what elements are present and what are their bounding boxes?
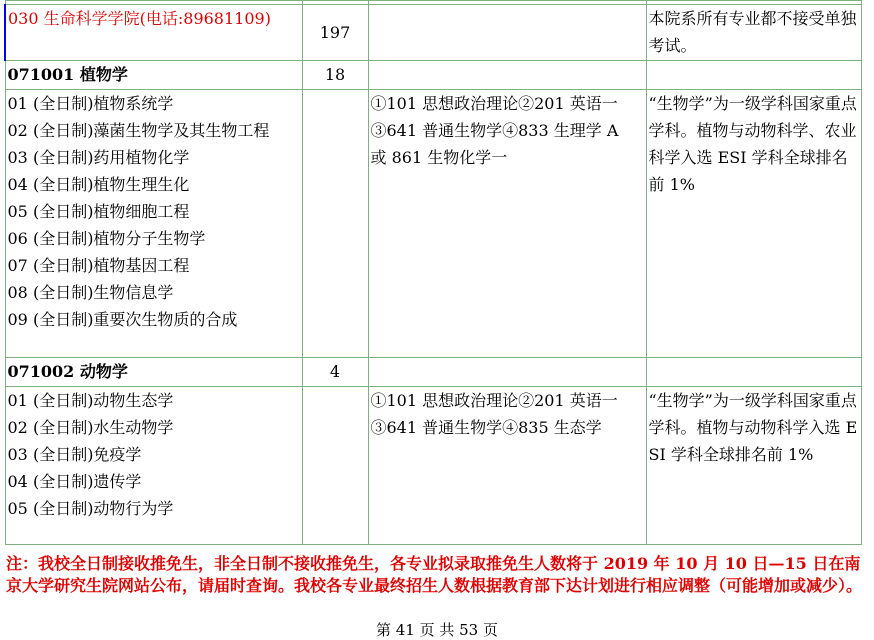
department-note: 本院系所有专业都不接受单独考试。 — [648, 9, 857, 55]
department-exam-cell — [368, 5, 646, 61]
direction-item: 04 (全日制)遗传学 — [7, 472, 142, 491]
major-name-cell — [5, 358, 302, 387]
major-empty-cell — [368, 61, 646, 90]
exam-subjects-cell — [368, 387, 646, 545]
catalog-table — [4, 0, 862, 545]
exam-subjects-line: ①101 思想政治理论②201 英语一 — [370, 391, 618, 410]
admission-footnote: 注：我校全日制接收推免生，非全日制不接收推免生，各专业拟录取推免生人数将于 2019 年 10 月 10 日—15 日在南京大学研究生院网站公布，请届时查询。我校各专业最终招生人数根据教育部下达计划进行相应调整（可能增加或减少）。 — [6, 554, 863, 595]
major-empty-cell — [368, 358, 646, 387]
major-detail-row — [5, 387, 861, 545]
major-quota-cell — [302, 61, 368, 90]
department-name-cell — [5, 5, 302, 61]
major-detail-row — [5, 90, 861, 358]
direction-item: 03 (全日制)免疫学 — [7, 445, 142, 464]
direction-quota-cell — [302, 90, 368, 358]
major-header-row — [5, 61, 861, 90]
major-header-row — [5, 358, 861, 387]
department-name: 030 生命科学学院(电话:89681109) — [8, 9, 271, 28]
major-quota: 4 — [329, 362, 341, 381]
direction-item: 08 (全日制)生物信息学 — [7, 283, 174, 302]
direction-item: 02 (全日制)水生动物学 — [7, 418, 174, 437]
page-number-footer: 第 41 页 共 53 页 — [375, 621, 498, 639]
remark-cell — [646, 387, 861, 545]
major-name-cell — [5, 61, 302, 90]
direction-list-cell — [5, 387, 302, 545]
direction-quota-cell — [302, 387, 368, 545]
major-code-name: 071001 植物学 — [7, 65, 128, 84]
exam-subjects-line: 或 861 生物化学一 — [370, 148, 508, 167]
major-remark: “生物学”为一级学科国家重点学科。植物与动物科学、农业科学入选 ESI 学科全球排名前 1% — [648, 94, 857, 194]
department-quota: 197 — [319, 23, 351, 42]
remark-cell — [646, 90, 861, 358]
direction-item: 09 (全日制)重要次生物质的合成 — [7, 310, 238, 329]
exam-subjects-line: ③641 普通生物学④833 生理学 A — [370, 121, 619, 140]
direction-item: 05 (全日制)动物行为学 — [7, 499, 174, 518]
direction-item: 02 (全日制)藻菌生物学及其生物工程 — [7, 121, 270, 140]
major-remark: “生物学”为一级学科国家重点学科。植物与动物科学入选 ESI 学科全球排名前 1% — [648, 391, 858, 464]
direction-item: 05 (全日制)植物细胞工程 — [7, 202, 190, 221]
exam-subjects-line: ①101 思想政治理论②201 英语一 — [370, 94, 618, 113]
direction-list-cell — [5, 90, 302, 358]
department-row — [5, 5, 861, 61]
department-quota-cell — [302, 5, 368, 61]
department-note-cell — [646, 5, 861, 61]
exam-subjects-line: ③641 普通生物学④835 生态学 — [370, 418, 602, 437]
direction-item: 06 (全日制)植物分子生物学 — [7, 229, 206, 248]
direction-item: 01 (全日制)植物系统学 — [7, 94, 174, 113]
major-empty-cell — [646, 358, 861, 387]
direction-item: 07 (全日制)植物基因工程 — [7, 256, 190, 275]
direction-item: 01 (全日制)动物生态学 — [7, 391, 174, 410]
major-code-name: 071002 动物学 — [7, 362, 128, 381]
exam-subjects-cell — [368, 90, 646, 358]
major-quota: 18 — [324, 65, 346, 84]
direction-item: 03 (全日制)药用植物化学 — [7, 148, 190, 167]
major-empty-cell — [646, 61, 861, 90]
major-quota-cell — [302, 358, 368, 387]
direction-item: 04 (全日制)植物生理生化 — [7, 175, 190, 194]
